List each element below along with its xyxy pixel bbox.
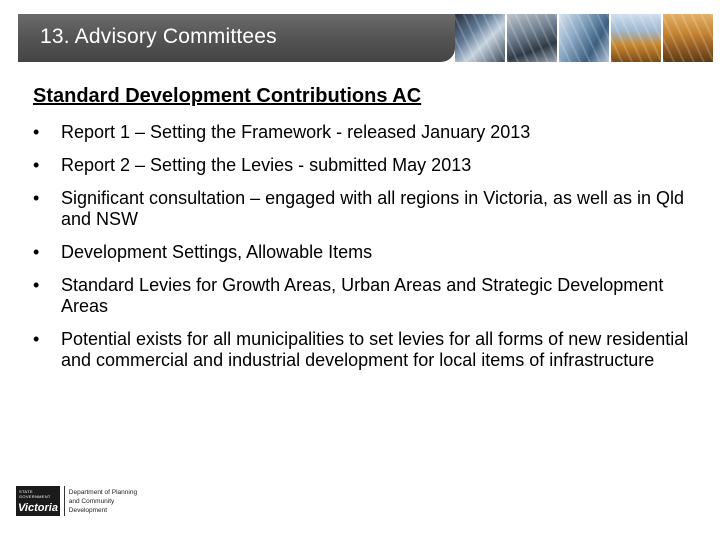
bullet-item xyxy=(33,122,693,143)
header-photo xyxy=(455,14,505,62)
bullet-icon: • xyxy=(33,242,40,262)
bullet-icon: • xyxy=(33,122,40,142)
header-photo xyxy=(663,14,713,62)
header-photo xyxy=(611,14,661,62)
bullet-icon: • xyxy=(33,275,40,295)
bullet-item xyxy=(33,329,693,371)
section-heading: Standard Development Contributions AC xyxy=(33,85,422,107)
bullet-item xyxy=(33,275,693,317)
slide-title: 13. Advisory Committees xyxy=(40,25,277,48)
department-line-1: Department of Planning xyxy=(68,488,138,496)
header-photo-strip xyxy=(455,14,713,62)
victoria-dpcd-logo xyxy=(16,486,154,516)
bullet-text: Development Settings, Allowable Items xyxy=(61,242,373,262)
victoria-logo-mark xyxy=(16,486,60,516)
logo-state-text: STATE GOVERNMENT xyxy=(19,489,51,499)
bullet-icon: • xyxy=(33,188,40,208)
bullet-text: Report 2 – Setting the Levies - submitted May 2013 xyxy=(61,155,472,175)
bullet-icon: • xyxy=(33,329,40,349)
title-banner xyxy=(18,14,455,62)
department-line-2: and Community Development xyxy=(68,497,115,514)
bullet-item xyxy=(33,155,693,176)
logo-victoria-text: Victoria xyxy=(18,502,58,514)
bullet-text: Potential exists for all municipalities to set levies for all forms of new residential and commercial and industrial development for local items of infrastructure xyxy=(61,329,689,370)
bullet-item xyxy=(33,242,693,263)
bullet-list xyxy=(33,122,693,383)
bullet-text: Report 1 – Setting the Framework - released January 2013 xyxy=(61,122,531,142)
department-name xyxy=(64,486,154,516)
header-photo xyxy=(559,14,609,62)
bullet-item xyxy=(33,188,693,230)
bullet-icon: • xyxy=(33,155,40,175)
bullet-text: Significant consultation – engaged with all regions in Victoria, as well as in Qld and NSW xyxy=(61,188,685,229)
header-photo xyxy=(507,14,557,62)
bullet-text: Standard Levies for Growth Areas, Urban Areas and Strategic Development Areas xyxy=(61,275,664,316)
